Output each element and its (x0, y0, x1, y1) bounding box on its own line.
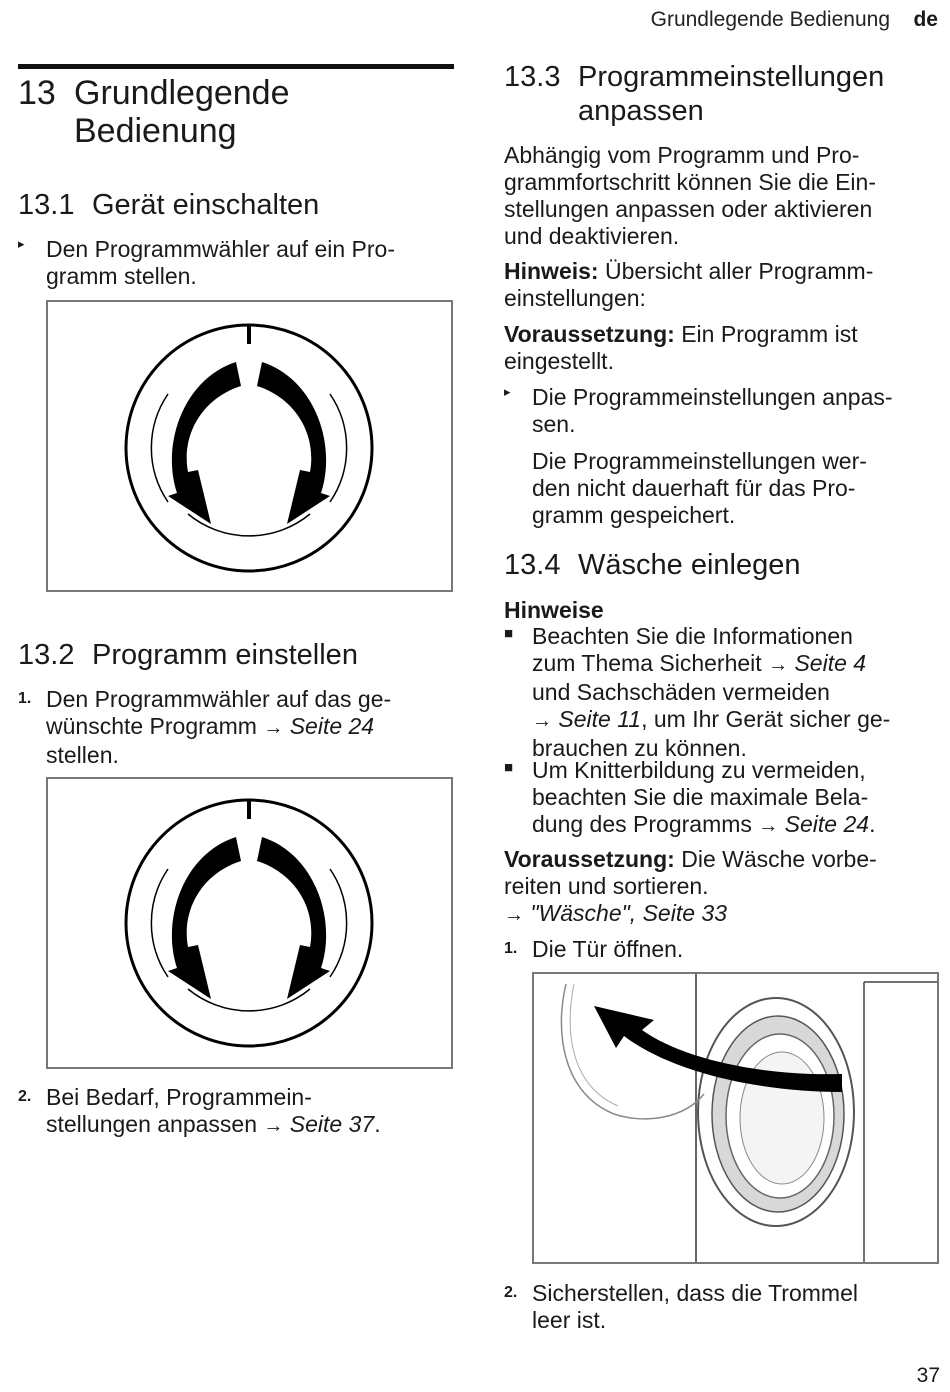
step-text-line: stellen. (46, 742, 119, 768)
section-title: Gerät einschalten (92, 189, 320, 221)
section-title: Programm einstellen (92, 639, 358, 671)
section-title-line1: Programmeinstellungen (578, 61, 885, 93)
notes-label: Hinweise (504, 597, 604, 623)
chapter-heading (18, 74, 290, 150)
step-text-line: Bei Bedarf, Programmein- (46, 1084, 312, 1110)
result-line: den nicht dauerhaft für das Pro- (532, 475, 856, 501)
punctuation: . (374, 1111, 381, 1137)
page-number: 37 (916, 1364, 940, 1387)
section-13-1-heading (18, 188, 319, 222)
step-number: 2. (504, 1284, 518, 1301)
square-bullet-icon: ■ (504, 625, 514, 642)
note-line (532, 650, 890, 679)
hint-label: Hinweis: (504, 258, 599, 284)
step-text-line: sen. (532, 411, 576, 437)
note-line: Beachten Sie die Informationen (532, 623, 853, 649)
step-text-line: gramm stellen. (46, 263, 197, 289)
arrow-right-icon: → (768, 654, 789, 676)
requirement-line: eingestellt. (504, 348, 614, 374)
requirement-text: Die Wäsche vorbe- (681, 846, 877, 872)
step-text-line (46, 713, 391, 742)
intro-line: stellungen anpassen oder aktivieren (504, 196, 873, 222)
hint-line: einstellungen: (504, 285, 646, 311)
section-number: 13.3 (504, 61, 561, 93)
requirement-line: reiten und sortieren. (504, 873, 709, 899)
triangle-bullet-icon: ▸ (18, 236, 25, 251)
square-bullet-icon: ■ (504, 759, 514, 776)
page-reference-link[interactable]: Seite 37 (289, 1111, 375, 1137)
requirement-text: Ein Programm ist (681, 321, 858, 347)
requirement-line (504, 900, 944, 929)
arrow-right-icon: → (263, 1115, 284, 1137)
step-text-line: Den Programmwähler auf das ge- (46, 686, 392, 712)
arrow-right-icon: → (263, 717, 284, 739)
note-line (532, 706, 890, 735)
page-reference-link[interactable]: "Wäsche", Seite 33 (530, 900, 727, 926)
page-reference-link[interactable]: Seite 4 (794, 650, 867, 676)
section-title-line2: anpassen (578, 95, 704, 127)
page-reference-link[interactable]: Seite 11 (558, 706, 642, 732)
note-text: dung des Programms (532, 811, 752, 837)
program-dial-icon (48, 302, 451, 590)
section-number: 13.1 (18, 189, 75, 221)
result-line: gramm gespeichert. (532, 502, 736, 528)
arrow-right-icon: → (758, 815, 779, 837)
section-13-2-heading (18, 638, 358, 672)
note-text: zum Thema Sicherheit (532, 650, 762, 676)
running-header-title: Grundlegende Bedienung (650, 8, 890, 31)
requirement-note (504, 846, 944, 929)
step-text-line: Die Programmeinstellungen anpas- (532, 384, 893, 410)
requirement-label: Voraussetzung: (504, 321, 675, 347)
requirement-line (504, 321, 944, 348)
step-text-line: Den Programmwähler auf ein Pro- (46, 236, 395, 262)
chapter-title-line2: Bedienung (74, 112, 237, 150)
note-line: beachten Sie die maximale Bela- (532, 784, 869, 810)
hint-note (504, 258, 944, 312)
program-dial-figure-1 (46, 300, 453, 592)
washer-door-open-icon (534, 974, 937, 1262)
note-line (532, 811, 875, 840)
step-number: 2. (18, 1088, 32, 1105)
triangle-bullet-icon: ▸ (504, 384, 511, 399)
hint-text: Übersicht aller Programm- (604, 258, 874, 284)
step-text-line (46, 1111, 381, 1140)
note-line: brauchen zu können. (532, 735, 747, 761)
punctuation: . (869, 811, 876, 837)
chapter-rule (18, 64, 454, 69)
chapter-number: 13 (18, 74, 56, 112)
intro-line: Abhängig vom Programm und Pro- (504, 142, 860, 168)
hint-line (504, 258, 944, 285)
requirement-label: Voraussetzung: (504, 846, 675, 872)
note-line: Um Knitterbildung zu vermeiden, (532, 757, 866, 783)
intro-line: und deaktivieren. (504, 223, 680, 249)
program-dial-figure-2 (46, 777, 453, 1069)
program-dial-icon (48, 779, 451, 1067)
arrow-right-icon: → (504, 904, 524, 926)
section-number: 13.2 (18, 639, 75, 671)
section-title: Wäsche einlegen (578, 549, 801, 581)
step-text-line: Die Tür öffnen. (532, 936, 684, 962)
note-line: und Sachschäden vermeiden (532, 679, 830, 705)
section-intro (504, 142, 944, 250)
washer-door-figure (532, 972, 939, 1264)
chapter-title-line1: Grundlegende (74, 74, 290, 112)
step-text-line: Sicherstellen, dass die Trommel (532, 1280, 858, 1306)
step-text-part: stellungen anpassen (46, 1111, 257, 1137)
step-number: 1. (18, 690, 32, 707)
intro-line: grammfortschritt können Sie die Ein- (504, 169, 876, 195)
requirement-line (504, 846, 944, 873)
arrow-right-icon: → (532, 710, 552, 732)
section-13-4-heading (504, 548, 800, 582)
note-text: , um Ihr Gerät sicher ge- (641, 706, 891, 732)
result-line: Die Programmeinstellungen wer- (532, 448, 867, 474)
section-number: 13.4 (504, 549, 561, 581)
step-text-line: leer ist. (532, 1307, 607, 1333)
section-13-3-heading (504, 60, 884, 128)
page-reference-link[interactable]: Seite 24 (289, 713, 375, 739)
step-text-part: wünschte Programm (46, 713, 257, 739)
requirement-note (504, 321, 944, 375)
step-number: 1. (504, 940, 518, 957)
page-reference-link[interactable]: Seite 24 (784, 811, 870, 837)
language-code: de (913, 8, 938, 31)
